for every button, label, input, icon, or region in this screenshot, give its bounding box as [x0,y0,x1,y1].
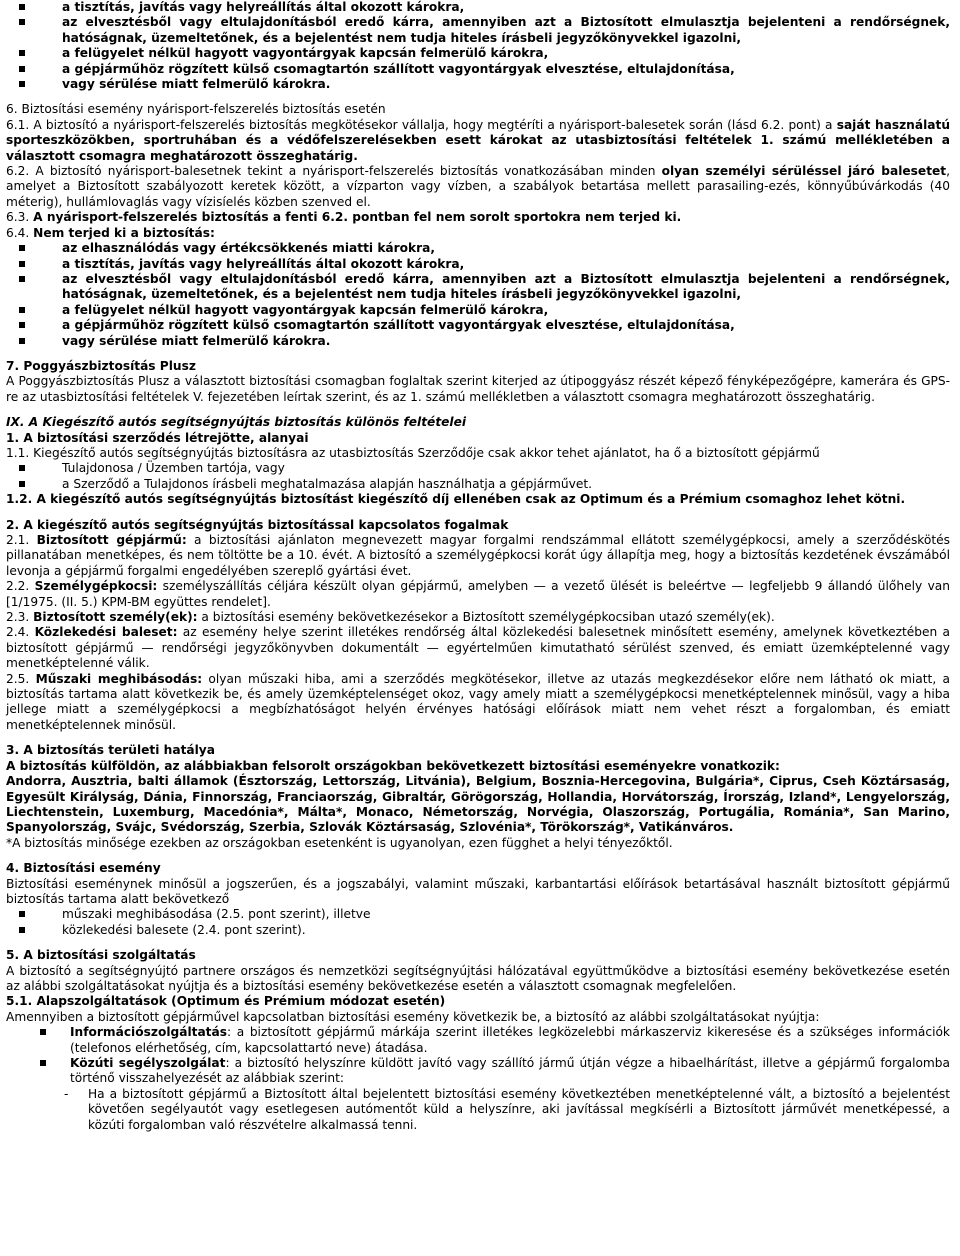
chapter-9-heading: IX. A Kiegészítő autós segítségnyújtás biztosítás különös feltételei [6,415,467,430]
list-item: az elvesztésből vagy eltulajdonításból eredő kárra, amennyiben azt a Biztosított elmulasztja bejelenteni a rendőrségnek, hatóságnak, üzemeltetőnek, és a bejelentést nem tudja hiteles írásbeli jegyzőkönyvekkel igazolni, [62,271,950,302]
list-item: a tisztítás, javítás vagy helyreállítás által okozott károkra, [62,0,950,15]
list-item: műszaki meghibásodása (2.5. pont szerint), illetve [62,907,950,922]
definition-2-2: 2.2. Személygépkocsi: személyszállítás céljára készült olyan gépjármű, amelyben — a vezető ülését is beleértve — legfeljebb 9 állandó ülőhely van [1/1975. (II. 5.) KPM-BM együttes rendelet]. [6,579,950,609]
list-item: az elvesztésből vagy eltulajdonításból eredő kárra, amennyiben azt a Biztosított elmulasztja bejelenteni a rendőrségnek, hatóságnak, üzemeltetőnek, és a bejelentést nem tudja hiteles írásbeli jegyzőkönyvekkel igazolni, [62,15,950,45]
section-9-4-heading: 4. Biztosítási esemény [6,861,161,876]
paragraph-9-1-1: 1.1. Kiegészítő autós segítségnyújtás biztosításra az utasbiztosítás Szerződője csak akkor tehet ajánlatot, ha ő a biztosított gépjármű [6,445,820,460]
section-7-text: A Poggyászbiztosítás Plusz a választott biztosítási csomagban foglaltak szerint kiterjed az útipoggyász részét képező fényképezőgépre, kamerára és GPS-re az utasbiztosítási feltételek V. fejezetében leírtak szerint, és az 1. számú mellékletben a választott csomagra meghatározott összeghatárig. [6,374,950,404]
territory-note: *A biztosítás minősége ezekben az országokban esetenként is ugyanolyan, ezen függhet a helyi tényezőktől. [6,835,673,850]
list-item: a Szerződő a Tulajdonos írásbeli meghatalmazása alapján használhatja a gépjárművet. [62,477,950,492]
list-item: vagy sérülése miatt felmerülő károkra. [62,77,950,92]
territory-countries: Andorra, Ausztria, balti államok (Észtország, Lettország, Litvánia), Belgium, Bosznia-Hercegovina, Bulgária*, Ciprus, Cseh Köztársaság, Egyesült Királyság, Dánia, Finnország, Franciaország, Gibraltár, Görögország, Hollandia, Horvátország, Írország, Izland*, Lengyelország, Liechtenstein, Luxemburg, Macedónia*, Málta*, Monaco, Németország, Norvégia, Olaszország, Portugália, Románia*, San Marino, Spanyolország, Svájc, Svédország, Szerbia, Szlovák Köztársaság, Szlovénia*, Törökország*, Vatikánváros. [6,774,950,835]
list-item: - Ha a biztosított gépjármű a Biztosított által bejelentett biztosítási esemény következtében menetképtelenné vált, a biztosító a bejelentést követően segélyautót vagy esetlegesen autómentőt küld a helyszínre, aki javítással megkísérli a Biztosított járművét menetképessé, a közúti forgalomban való részvételre alkalmassá tenni. [88,1087,950,1133]
list-item: Információszolgáltatás: a biztosított gépjármű márkája szerint illetékes legközelebbi márkaszerviz kikeresése és a szükséges információk (telefonos elérhetőség, cím, kapcsolattartó neve) átadása. [70,1025,950,1055]
section-9-5-heading: 5. A biztosítási szolgáltatás [6,948,196,963]
section-9-1-heading: 1. A biztosítási szerződés létrejötte, alanyai [6,430,309,445]
event-list [6,907,950,938]
section-9-3-heading: 3. A biztosítás területi hatálya [6,743,215,758]
exclusions-list-6-4 [6,241,950,349]
section-7-heading: 7. Poggyászbiztosítás Plusz [6,358,196,373]
definition-2-3: 2.3. Biztosított személy(ek): a biztosítási esemény bekövetkezésekor a Biztosított személygépkocsiban utazó személy(ek). [6,610,775,625]
section-9-5-1-text: Amennyiben a biztosított gépjárművel kapcsolatban biztosítási esemény következik be, a biztosító az alábbi szolgáltatásokat nyújtja: [6,1009,820,1024]
list-item: Közúti segélyszolgálat: a biztosító helyszínre küldött javító vagy szállító jármű útján végze a hibaelhárítást, illetve a gépjármű forgalomba történő visszahelyezését az alábbiak szerint: [70,1056,950,1086]
section-6-heading: 6. Biztosítási esemény nyárisport-felszerelés biztosítás esetén [6,102,386,117]
territory-intro: A biztosítás külföldön, az alábbiakban felsorolt országokban bekövetkezett biztosítási eseményekre vonatkozik: [6,758,780,773]
definition-2-4: 2.4. Közlekedési baleset: az esemény helye szerint illetékes rendőrség által közlekedési balesetnek minősített esemény, amelynek következtében a biztosított gépjármű — rendőrségi jegyzőkönyvben dokumentált — egyértelműen kimutatható sérülést szenved, és emiatt üzemképtelenné vagy menetképtelenné válik. [6,625,950,671]
paragraph-9-1-2: 1.2. A kiegészítő autós segítségnyújtás biztosítást kiegészítő díj ellenében csak az Optimum és a Prémium csomaghoz lehet kötni. [6,492,906,507]
list-item: a gépjárműhöz rögzített külső csomagtartón szállított vagyontárgyak elvesztése, eltulajdonítása, [62,62,950,77]
list-item: vagy sérülése miatt felmerülő károkra. [62,334,950,349]
list-item: Tulajdonosa / Üzemben tartója, vagy [62,461,950,476]
section-9-5-text: A biztosító a segítségnyújtó partnere országos és nemzetközi segítségnyújtási hálózatával együttműködve a biztosítási esemény bekövetkezése esetén az alábbi szolgáltatásokat nyújtja és a biztosítási esemény bekövetkezése esetén a választott csomagnak megfelelően. [6,963,950,993]
list-item: a gépjárműhöz rögzített külső csomagtartón szállított vagyontárgyak elvesztése, eltulajdonítása, [62,318,950,333]
list-item: közlekedési balesete (2.4. pont szerint). [62,923,950,938]
section-9-2-heading: 2. A kiegészítő autós segítségnyújtás biztosítással kapcsolatos fogalmak [6,517,509,532]
list-item: a felügyelet nélkül hagyott vagyontárgyak kapcsán felmerülő károkra, [62,303,950,318]
definition-2-5: 2.5. Műszaki meghibásodás: olyan műszaki hiba, ami a szerződés megkötésekor, illetve az utazás megkezdésekor előre nem látható ok miatt, a biztosítás tartama alatt következik be, és amely üzemképtelenséget okoz, vagy amely miatt a személygépkocsi menetképtelennek minősül, vagy a hiba jellege miatt a személygépkocsi a megbízhatóságot helyén érvényes hatósági előírások miatt nem vehet részt a forgalomban, és emiatt menetképtelennek minősül. [6,671,950,732]
paragraph-6-4: 6.4. Nem terjed ki a biztosítás: [6,225,215,240]
exclusions-list-top [6,0,950,92]
paragraph-6-3: 6.3. A nyárisport-felszerelés biztosítás a fenti 6.2. pontban fel nem sorolt sportokra nem terjed ki. [6,210,682,225]
section-9-5-1-heading: 5.1. Alapszolgáltatások (Optimum és Prémium módozat esetén) [6,994,446,1009]
roadside-sub-list [6,1087,950,1133]
section-9-4-text: Biztosítási eseménynek minősül a jogszerűen, és a jogszabályi, valamint műszaki, karbantartási előírások betartásával használt biztosított gépjármű biztosítás tartama alatt bekövetkező [6,876,950,906]
services-list [6,1025,950,1087]
list-item: az elhasználódás vagy értékcsökkenés miatti károkra, [62,241,950,256]
list-item: a felügyelet nélkül hagyott vagyontárgyak kapcsán felmerülő károkra, [62,46,950,61]
definition-2-1: 2.1. Biztosított gépjármű: a biztosítási ajánlaton megnevezett magyar forgalmi rendszámmal ellátott személygépkocsi, amely a szerződéskötés pillanatában menetképes, és nem töltötte be a 10. évét. A biztosító a személygépkocsi korát úgy állapítja meg, hogy a biztosítás kezdetének évszámából levonja a gépjármű forgalmi engedélyében szereplő gyártási évet. [6,533,950,578]
owner-list [6,461,950,492]
paragraph-6-1: 6.1. A biztosító a nyárisport-felszerelés biztosítás megkötésekor vállalja, hogy megtéríti a nyárisport-balesetek során (lásd 6.2. pont) a saját használatú sporteszközökben, sportruhában és a védőfelszerelésekben esett károkat az utasbiztosítási feltételek 1. számú mellékletében a választott csomagra meghatározott összeghatárig. [6,117,950,163]
paragraph-6-2: 6.2. A biztosító nyárisport-balesetnek tekint a nyárisport-felszerelés biztosítás vonatkozásában minden olyan személyi sérüléssel járó balesetet, amelyet a Biztosított szabályozott keretek között, a vízparton vagy vízben, a szabályok betartása mellett parasailing-ezés, könnyűbúvárkodás (40 méterig), hullámlovaglás vagy vízisíelés közben szenved el. [6,164,950,209]
list-item: a tisztítás, javítás vagy helyreállítás által okozott károkra, [62,257,950,272]
